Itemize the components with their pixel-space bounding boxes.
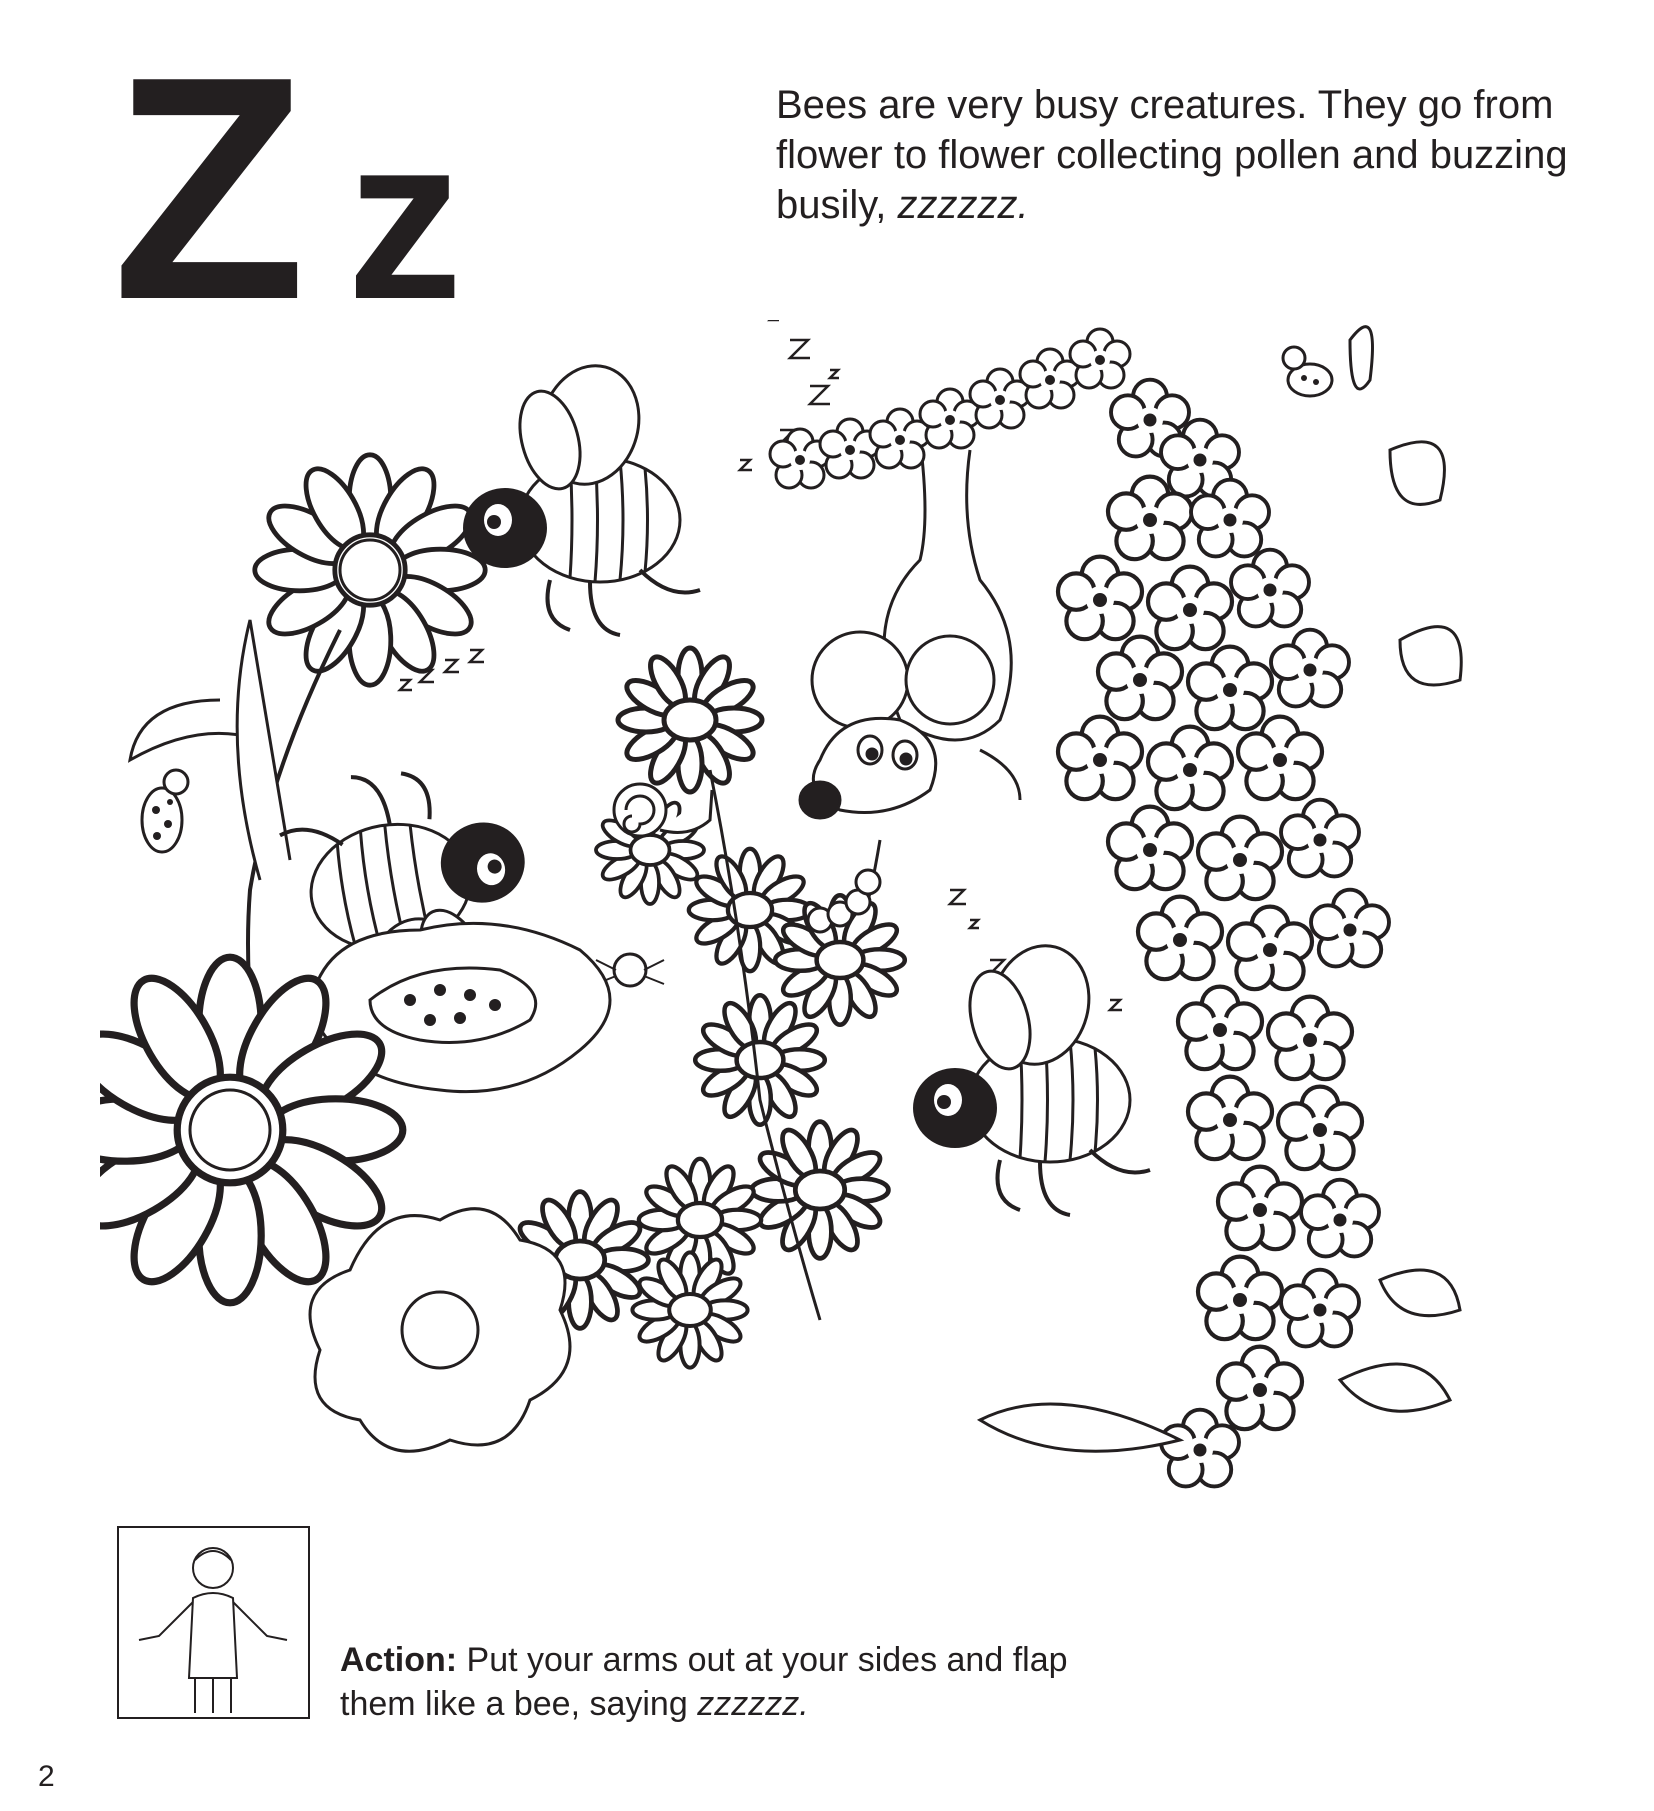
action-label: Action: — [340, 1641, 458, 1679]
intro-text — [776, 80, 1596, 230]
garden-illustration — [100, 320, 1580, 1720]
flower-icon — [310, 1209, 570, 1452]
intro-sentence: Bees are very busy creatures. They go from flower to flower collecting pollen and buzzing busily, — [776, 83, 1568, 227]
action-figure-box — [117, 1526, 310, 1719]
action-sound: zzzzzz. — [697, 1685, 809, 1723]
action-instruction — [340, 1638, 1120, 1726]
ladybird-icon — [1283, 347, 1332, 396]
mouse-icon — [800, 440, 1020, 930]
intro-sound: zzzzzz. — [897, 183, 1029, 227]
lowercase-letter: z — [346, 89, 463, 348]
page-number: 2 — [38, 1760, 55, 1793]
daisy-icon — [255, 455, 485, 685]
bee-icon — [913, 935, 1150, 1215]
bee-icon — [463, 355, 700, 635]
snail-icon — [614, 784, 712, 836]
uppercase-letter: Z — [112, 11, 303, 366]
letter-heading — [112, 11, 463, 366]
child-arms-out-icon — [119, 1528, 308, 1717]
ladybird-icon — [142, 770, 188, 852]
action-text: Put your arms out at your sides and flap them like a bee, saying — [340, 1641, 1068, 1723]
